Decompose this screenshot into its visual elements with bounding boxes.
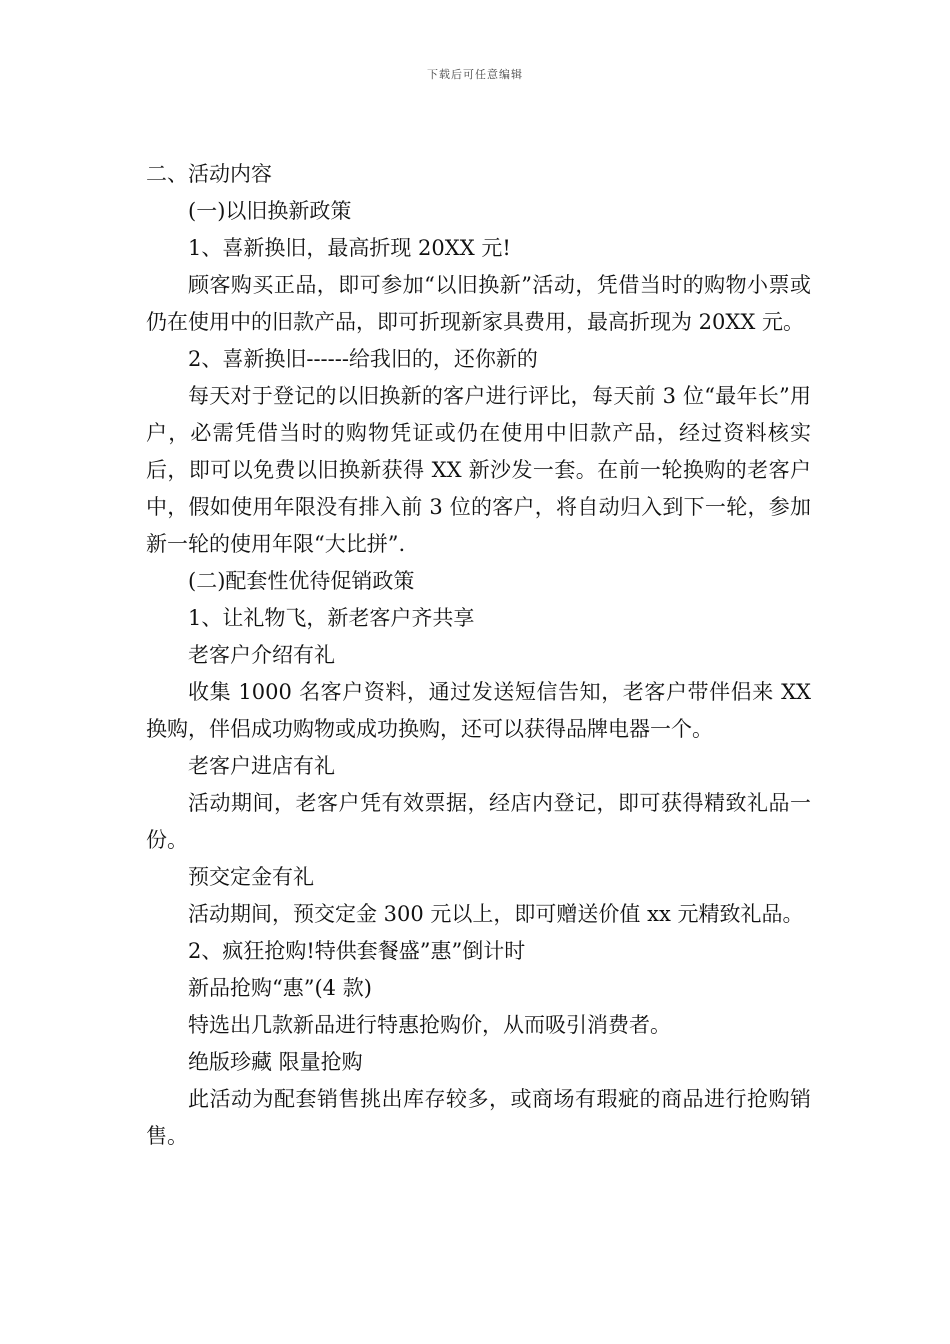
- gift-title-deposit: 预交定金有礼: [188, 865, 314, 889]
- paragraph-oldest-user-contest: 每天对于登记的以旧换新的客户进行评比，每天前 3 位“最年长”用户，必需凭借当时的购物凭证或仍在使用中旧款产品，经过资料核实后，即可以免费以旧换新获得 XX 新沙发一套。在前一轮换购的老客户中，假如使用年限没有排入前 3 位的客户，将自动归入到下一轮，参加新一轮的使用年限“大比拼”.: [146, 384, 811, 556]
- item-title-old-for-new: 2、喜新换旧------给我旧的，还你新的: [188, 347, 538, 371]
- subsection-title-trade-in: (一)以旧换新政策: [188, 199, 352, 223]
- paragraph-cashback-details: 顾客购买正品，即可参加“以旧换新”活动，凭借当时的购物小票或仍在使用中的旧款产品，即可折现新家具费用，最高折现为 20XX 元。: [146, 273, 811, 334]
- paragraph-deposit-gift: 活动期间，预交定金 300 元以上，即可赠送价值 xx 元精致礼品。: [188, 902, 804, 926]
- page-header-note: 下载后可任意编辑: [427, 68, 523, 81]
- promo-title-new-products: 新品抢购“惠”(4 款): [188, 976, 372, 1000]
- gift-title-referral: 老客户介绍有礼: [188, 643, 335, 667]
- paragraph-limited-sale: 此活动为配套销售挑出库存较多，或商场有瑕疵的商品进行抢购销售。: [146, 1087, 811, 1148]
- gift-title-store-visit: 老客户进店有礼: [188, 754, 335, 778]
- item-title-flash-sale: 2、疯狂抢购!特供套餐盛”惠”倒计时: [188, 939, 526, 963]
- paragraph-referral-gift: 收集 1000 名客户资料，通过发送短信告知，老客户带伴侣来 XX 换购，伴侣成功购物或成功换购，还可以获得品牌电器一个。: [146, 680, 811, 741]
- item-title-gifts: 1、让礼物飞，新老客户齐共享: [188, 606, 475, 630]
- paragraph-new-products: 特选出几款新品进行特惠抢购价，从而吸引消费者。: [188, 1013, 671, 1037]
- subsection-title-promotions: (二)配套性优待促销政策: [188, 569, 415, 593]
- item-title-max-cashback: 1、喜新换旧，最高折现 20XX 元!: [188, 236, 511, 260]
- section-title: 二、活动内容: [146, 162, 272, 186]
- paragraph-store-visit-gift: 活动期间，老客户凭有效票据，经店内登记，即可获得精致礼品一份。: [146, 791, 811, 852]
- document-body: [146, 156, 811, 1155]
- promo-title-limited: 绝版珍藏 限量抢购: [188, 1050, 363, 1074]
